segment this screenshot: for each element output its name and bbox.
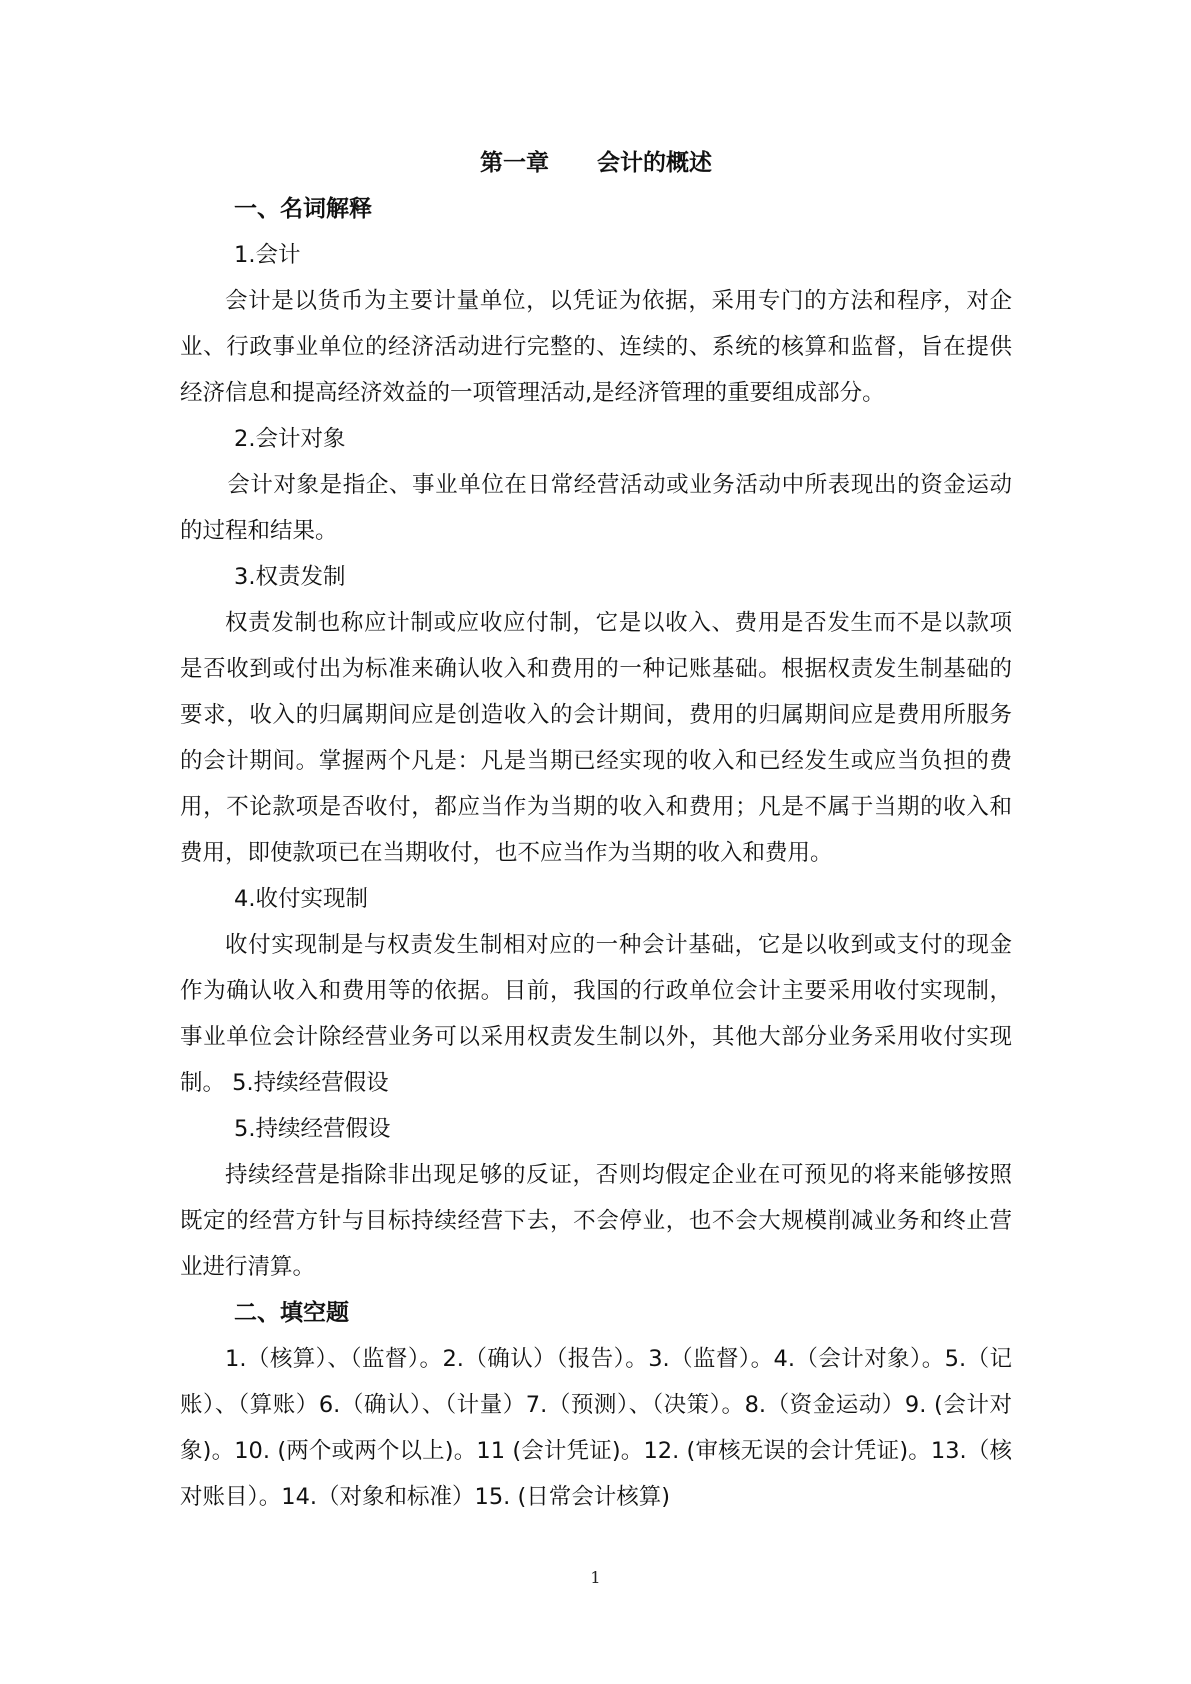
term-heading-3: 3.权责发制 <box>234 564 346 590</box>
term-definition-4: 收付实现制是与权责发生制相对应的一种会计基础，它是以收到或支付的现金作为确认收入和费用等的依据。目前，我国的行政单位会计主要采用收付实现制，事业单位会计除经营业务可以采用权责发生制以外，其他大部分业务采用收付实现制。 5.持续经营假设 <box>180 932 1012 1096</box>
term-heading-4: 4.收付实现制 <box>234 886 368 912</box>
term-heading-2: 2.会计对象 <box>234 426 346 452</box>
page-number: 1 <box>590 1568 601 1587</box>
term-definition-1: 会计是以货币为主要计量单位，以凭证为依据，采用专门的方法和程序，对企业、行政事业单位的经济活动进行完整的、连续的、系统的核算和监督，旨在提供经济信息和提高经济效益的一项管理活动,是经济管理的重要组成部分。 <box>180 288 1012 406</box>
chapter-title: 第一章 会计的概述 <box>479 150 713 176</box>
term-definition-2: 会计对象是指企、事业单位在日常经营活动或业务活动中所表现出的资金运动的过程和结果。 <box>180 472 1012 544</box>
term-heading-5: 5.持续经营假设 <box>234 1116 391 1142</box>
term-definition-3: 权责发制也称应计制或应收应付制，它是以收入、费用是否发生而不是以款项是否收到或付出为标准来确认收入和费用的一种记账基础。根据权责发生制基础的要求，收入的归属期间应是创造收入的会计期间，费用的归属期间应是费用所服务的会计期间。掌握两个凡是：凡是当期已经实现的收入和已经发生或应当负担的费用，不论款项是否收付，都应当作为当期的收入和费用；凡是不属于当期的收入和费用，即使款项已在当期收付，也不应当作为当期的收入和费用。 <box>180 610 1012 866</box>
term-heading-1: 1.会计 <box>234 242 301 268</box>
section-heading-terms: 一、名词解释 <box>234 196 372 222</box>
section-heading-fill-in: 二、填空题 <box>234 1300 349 1326</box>
term-definition-5: 持续经营是指除非出现足够的反证，否则均假定企业在可预见的将来能够按照既定的经营方针与目标持续经营下去，不会停业，也不会大规模削减业务和终止营业进行清算。 <box>180 1162 1012 1280</box>
fill-in-answers: 1.（核算）、（监督）。2.（确认）（报告）。3.（监督）。4.（会计对象）。5.（记账）、（算账）6.（确认）、（计量）7.（预测）、（决策）。8.（资金运动）9. (会计对象)。10. (两个或两个以上)。11 (会计凭证)。12. (审核无误的会计凭证)。13.（核对账目）。14.（对象和标准）15. (日常会计核算) <box>180 1346 1012 1510</box>
document-body <box>180 140 1012 1520</box>
